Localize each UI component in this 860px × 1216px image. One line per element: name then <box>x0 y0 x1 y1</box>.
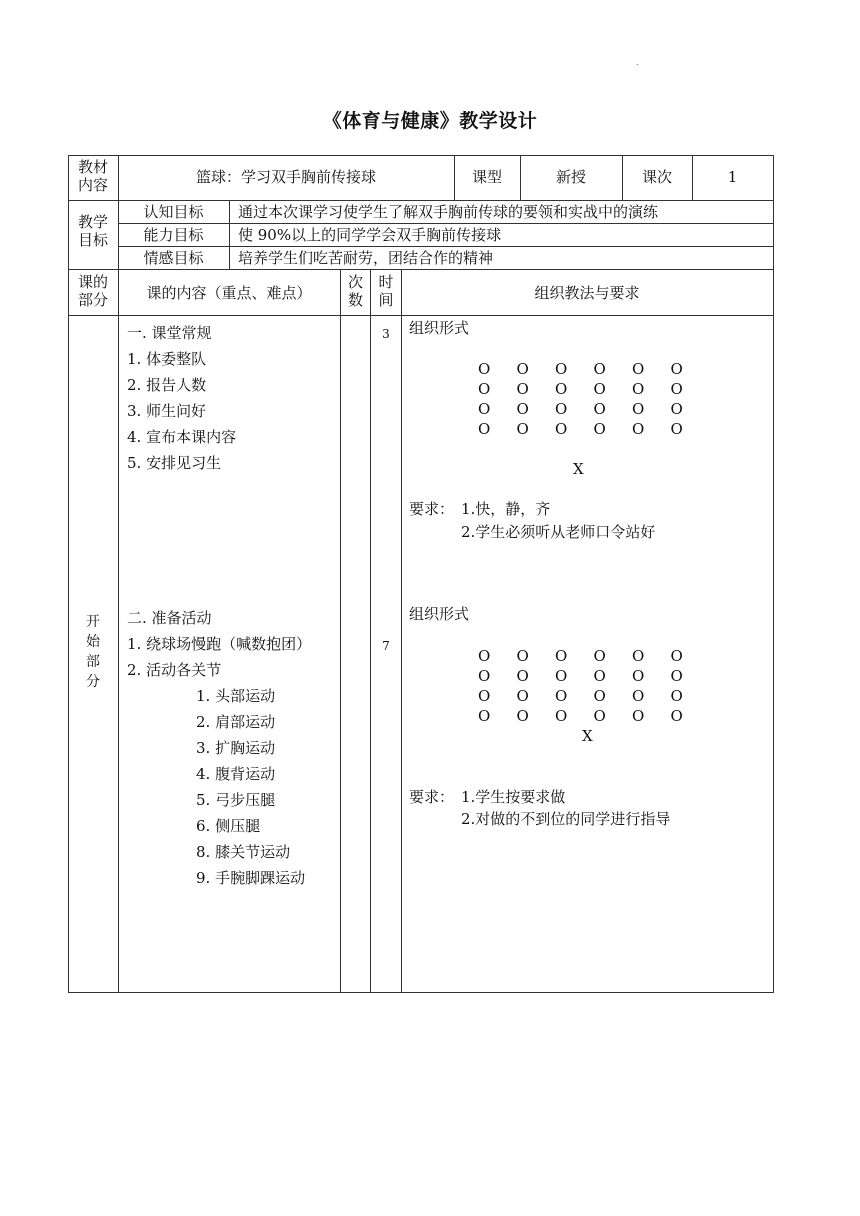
list-item: 6. 侧压腿 <box>196 817 261 835</box>
list-item: 9. 手腕脚踝运动 <box>196 869 306 887</box>
list-item: 1. 绕球场慢跑（喊数抱团） <box>127 635 312 653</box>
block2-subitems <box>196 683 305 891</box>
student-mark: O <box>478 380 491 398</box>
formation-row <box>478 399 709 419</box>
table-border-bottom <box>68 992 774 993</box>
label-line: 时 <box>378 273 394 291</box>
list-item: 3. 师生问好 <box>127 402 207 420</box>
row-divider <box>68 200 774 201</box>
block2-teacher-mark: X <box>582 727 593 745</box>
student-mark: O <box>593 420 606 438</box>
block2-formation <box>478 646 709 726</box>
label-line: 部分 <box>77 291 108 309</box>
student-mark: O <box>632 400 645 418</box>
list-item: 1. 头部运动 <box>196 687 276 705</box>
formation-row <box>478 419 709 439</box>
student-mark: O <box>670 420 683 438</box>
student-mark: O <box>478 420 491 438</box>
student-mark: O <box>478 400 491 418</box>
table-border-right <box>773 155 774 993</box>
student-mark: O <box>593 360 606 378</box>
student-mark: O <box>670 380 683 398</box>
list-item: 2. 报告人数 <box>127 376 207 394</box>
col-divider <box>401 269 402 993</box>
formation-row <box>478 379 709 399</box>
duration-header <box>371 273 401 309</box>
student-mark: O <box>555 420 568 438</box>
student-mark: O <box>593 647 606 665</box>
goal-name-affective: 情感目标 <box>143 249 204 267</box>
student-mark: O <box>516 687 529 705</box>
list-item: 5. 安排见习生 <box>127 454 222 472</box>
student-mark: O <box>516 647 529 665</box>
label-line: 教材 <box>77 158 108 176</box>
block1-req-label: 要求： <box>409 500 455 518</box>
student-mark: O <box>670 647 683 665</box>
col-divider <box>370 269 371 993</box>
label-line: 内容 <box>77 176 108 194</box>
lesson-type-label: 课型 <box>471 168 502 186</box>
label-line: 次 <box>347 273 363 291</box>
student-mark: O <box>555 380 568 398</box>
times-header <box>341 273 370 309</box>
list-item: 8. 膝关节运动 <box>196 843 291 861</box>
block1-teacher-mark: X <box>573 460 584 478</box>
lesson-count-value: 1 <box>727 168 738 186</box>
content-header: 课的内容（重点、难点） <box>146 284 312 302</box>
list-item: 4. 宣布本课内容 <box>127 428 237 446</box>
goal-text-ability: 使 90%以上的同学学会双手胸前传接球 <box>238 226 502 244</box>
block-heading: 二. 准备活动 <box>127 609 212 627</box>
lesson-count-label: 课次 <box>641 168 672 186</box>
formation-row <box>478 706 709 726</box>
student-mark: O <box>516 360 529 378</box>
row-divider <box>118 246 774 247</box>
block2-org-label: 组织形式 <box>409 605 470 623</box>
student-mark: O <box>478 667 491 685</box>
student-mark: O <box>670 707 683 725</box>
student-mark: O <box>516 380 529 398</box>
student-mark: O <box>478 647 491 665</box>
block1-org-label: 组织形式 <box>409 319 470 337</box>
student-mark: O <box>555 667 568 685</box>
header-dot: . <box>636 58 639 67</box>
list-item: 2. 肩部运动 <box>196 713 276 731</box>
label-line: 教学 <box>77 213 108 231</box>
block1-time: 3 <box>382 327 390 341</box>
col-divider <box>340 269 341 993</box>
student-mark: O <box>478 707 491 725</box>
label-line: 间 <box>378 291 394 309</box>
student-mark: O <box>516 420 529 438</box>
student-mark: O <box>593 380 606 398</box>
goal-name-cognitive: 认知目标 <box>143 203 204 221</box>
row-divider <box>68 269 774 270</box>
row-divider <box>68 315 774 316</box>
student-mark: O <box>632 380 645 398</box>
lesson-content: 篮球：学习双手胸前传接球 <box>195 168 376 186</box>
label-line: 课的 <box>77 273 108 291</box>
student-mark: O <box>555 360 568 378</box>
col-divider <box>229 200 230 269</box>
student-mark: O <box>632 647 645 665</box>
block1-req2: 2.学生必须听从老师口令站好 <box>461 523 656 541</box>
student-mark: O <box>593 400 606 418</box>
student-mark: O <box>478 687 491 705</box>
goal-text-cognitive: 通过本次课学习使学生了解双手胸前传球的要领和实战中的演练 <box>238 203 659 221</box>
student-mark: O <box>632 667 645 685</box>
block2-content <box>127 605 311 683</box>
block2-req1: 1.学生按要求做 <box>461 788 566 806</box>
list-item: 1. 体委整队 <box>127 350 207 368</box>
student-mark: O <box>632 707 645 725</box>
student-mark: O <box>593 707 606 725</box>
student-mark: O <box>632 687 645 705</box>
label-line: 数 <box>347 291 363 309</box>
student-mark: O <box>555 647 568 665</box>
goal-name-ability: 能力目标 <box>143 226 204 244</box>
block-heading: 一. 课堂常规 <box>127 324 212 342</box>
part-header <box>70 273 116 309</box>
block2-req-label: 要求： <box>409 788 455 806</box>
student-mark: O <box>516 707 529 725</box>
student-mark: O <box>516 667 529 685</box>
list-item: 4. 腹背运动 <box>196 765 276 783</box>
list-item: 2. 活动各关节 <box>127 661 222 679</box>
student-mark: O <box>593 687 606 705</box>
student-mark: O <box>555 400 568 418</box>
page-title: 《体育与健康》教学设计 <box>322 110 538 132</box>
block2-time: 7 <box>382 639 390 653</box>
goal-text-affective: 培养学生们吃苦耐劳，团结合作的精神 <box>238 249 494 267</box>
student-mark: O <box>670 667 683 685</box>
student-mark: O <box>593 667 606 685</box>
formation-row <box>478 686 709 706</box>
student-mark: O <box>555 707 568 725</box>
student-mark: O <box>516 400 529 418</box>
student-mark: O <box>555 687 568 705</box>
student-mark: O <box>632 420 645 438</box>
student-mark: O <box>632 360 645 378</box>
list-item: 5. 弓步压腿 <box>196 791 276 809</box>
block1-formation <box>478 359 709 439</box>
method-header: 组织教法与要求 <box>534 284 640 302</box>
block1-content <box>127 320 236 476</box>
student-mark: O <box>670 400 683 418</box>
block1-req1: 1.快，静，齐 <box>461 500 551 518</box>
formation-row <box>478 646 709 666</box>
block2-req2: 2.对做的不到位的同学进行指导 <box>461 810 671 828</box>
student-mark: O <box>670 360 683 378</box>
formation-row <box>478 666 709 686</box>
label-line: 目标 <box>77 231 108 249</box>
col-divider <box>118 155 119 993</box>
student-mark: O <box>478 360 491 378</box>
table-border-top <box>68 155 774 156</box>
materials-label <box>70 158 116 194</box>
list-item: 3. 扩胸运动 <box>196 739 276 757</box>
lesson-type-value: 新授 <box>555 168 586 186</box>
table-border-left <box>68 155 69 993</box>
section-part-label: 开始部分 <box>86 614 100 690</box>
formation-row <box>478 359 709 379</box>
goals-label <box>70 213 116 249</box>
student-mark: O <box>670 687 683 705</box>
row-divider <box>118 223 774 224</box>
